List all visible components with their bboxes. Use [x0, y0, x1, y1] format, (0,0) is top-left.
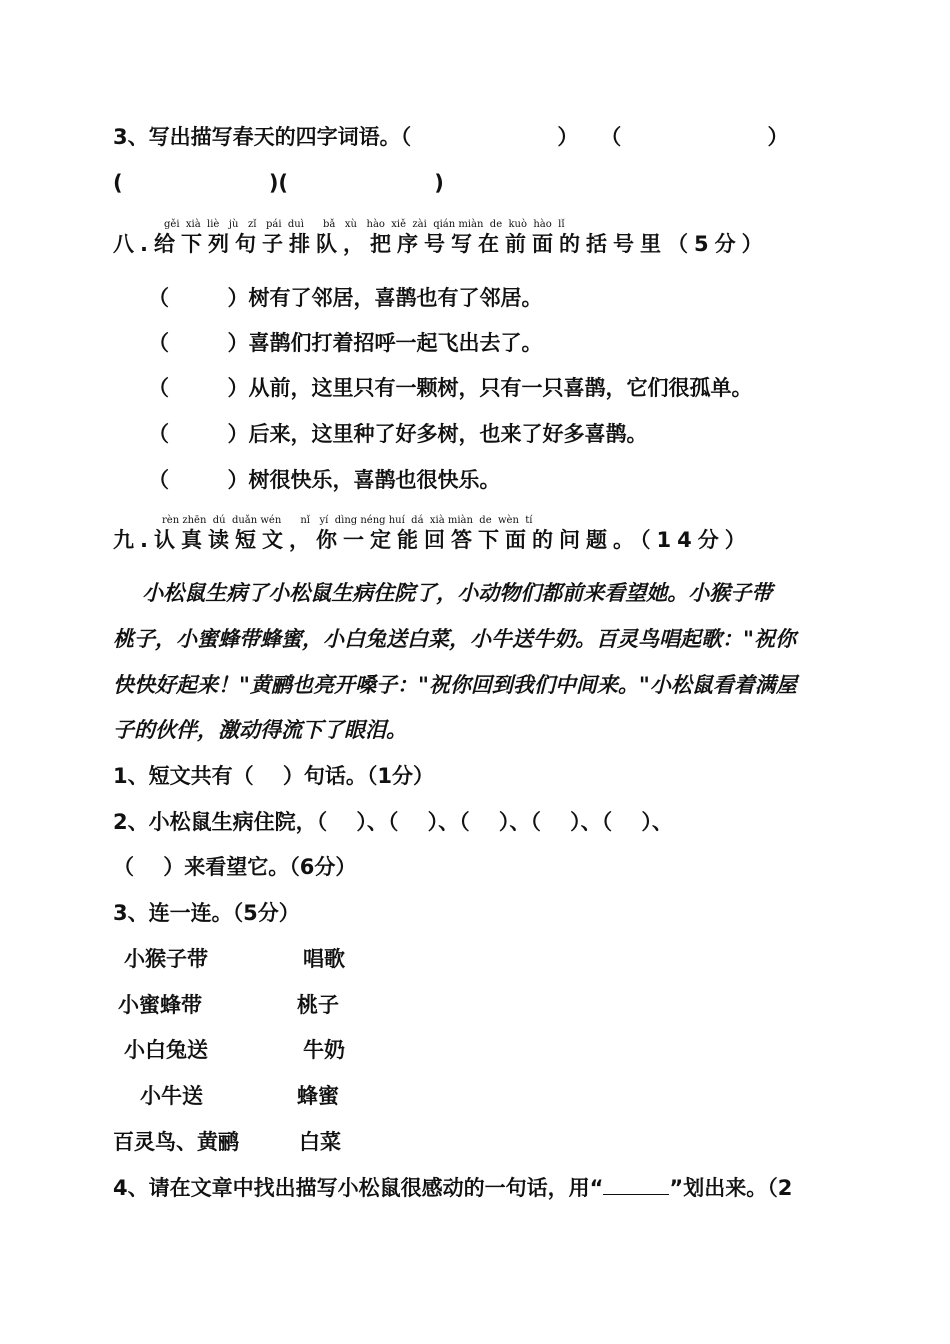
question-9-4 [113, 1174, 792, 1202]
match-left-5: 百灵鸟、黄鹂 [113, 1130, 239, 1154]
match-left-1: 小猴子带 [124, 947, 208, 971]
passage-line-2: 桃子，小蜜蜂带蜂蜜，小白兔送白菜，小牛送牛奶。百灵鸟唱起歌："祝你 [113, 627, 796, 651]
section-8-item-2: （ ）喜鹊们打着招呼一起飞出去了。 [148, 331, 543, 355]
question-9-1: 1、短文共有（ ）句话。（1分） [113, 764, 434, 788]
passage-line-1: 小松鼠生病了小松鼠生病住院了，小动物们都前来看望她。小猴子带 [113, 581, 773, 605]
match-left-2: 小蜜蜂带 [118, 993, 202, 1017]
match-left-4: 小牛送 [140, 1084, 203, 1108]
match-right-5: 白菜 [299, 1130, 341, 1154]
question-9-3: 3、连一连。（5分） [113, 901, 300, 925]
section-8-item-3: （ ）从前，这里只有一颗树，只有一只喜鹊，它们很孤单。 [148, 376, 753, 400]
question-9-4-prefix: 4、请在文章中找出描写小松鼠很感动的一句话，用“ [113, 1176, 604, 1200]
question-9-2-line1: 2、小松鼠生病住院，（ ）、（ ）、（ ）、（ ）、（ ）、 [113, 810, 673, 834]
section-9-heading: 九.认真读短文，你一定能回答下面的问题。（14分） [113, 528, 752, 552]
question-9-4-suffix: ”划出来。（2 [669, 1176, 793, 1200]
match-right-4: 蜂蜜 [297, 1084, 339, 1108]
question-9-2-line2: （ ）来看望它。（6分） [113, 855, 357, 879]
underline-blank [603, 1176, 669, 1195]
match-left-3: 小白兔送 [124, 1038, 208, 1062]
section-8-item-5: （ ）树很快乐，喜鹊也很快乐。 [148, 468, 501, 492]
match-right-2: 桃子 [297, 993, 339, 1017]
passage-line-4: 子的伙伴，激动得流下了眼泪。 [113, 718, 407, 742]
section-8-item-4: （ ）后来，这里种了好多树，也来了好多喜鹊。 [148, 422, 648, 446]
section-8-heading: 八.给下列句子排队，把序号写在前面的括号里（5分） [113, 232, 769, 256]
match-right-1: 唱歌 [303, 947, 345, 971]
question-3-line2: ( )( ) [113, 171, 444, 195]
match-right-3: 牛奶 [303, 1038, 345, 1062]
section-8-pinyin: gěi xià liè jù zǐ pái duì bǎ xù hào xiě zài qián miàn de kuò hào lǐ [164, 219, 565, 230]
section-9-pinyin: rèn zhēn dú duǎn wén nǐ yí dìng néng huí dá xià miàn de wèn tí [162, 515, 533, 526]
passage-line-3: 快快好起来！"黄鹂也亮开嗓子："祝你回到我们中间来。"小松鼠看着满屋 [113, 673, 797, 697]
question-3-line1: 3、写出描写春天的四字词语。（ ） （ ） [113, 125, 789, 149]
section-8-item-1: （ ）树有了邻居，喜鹊也有了邻居。 [148, 286, 543, 310]
